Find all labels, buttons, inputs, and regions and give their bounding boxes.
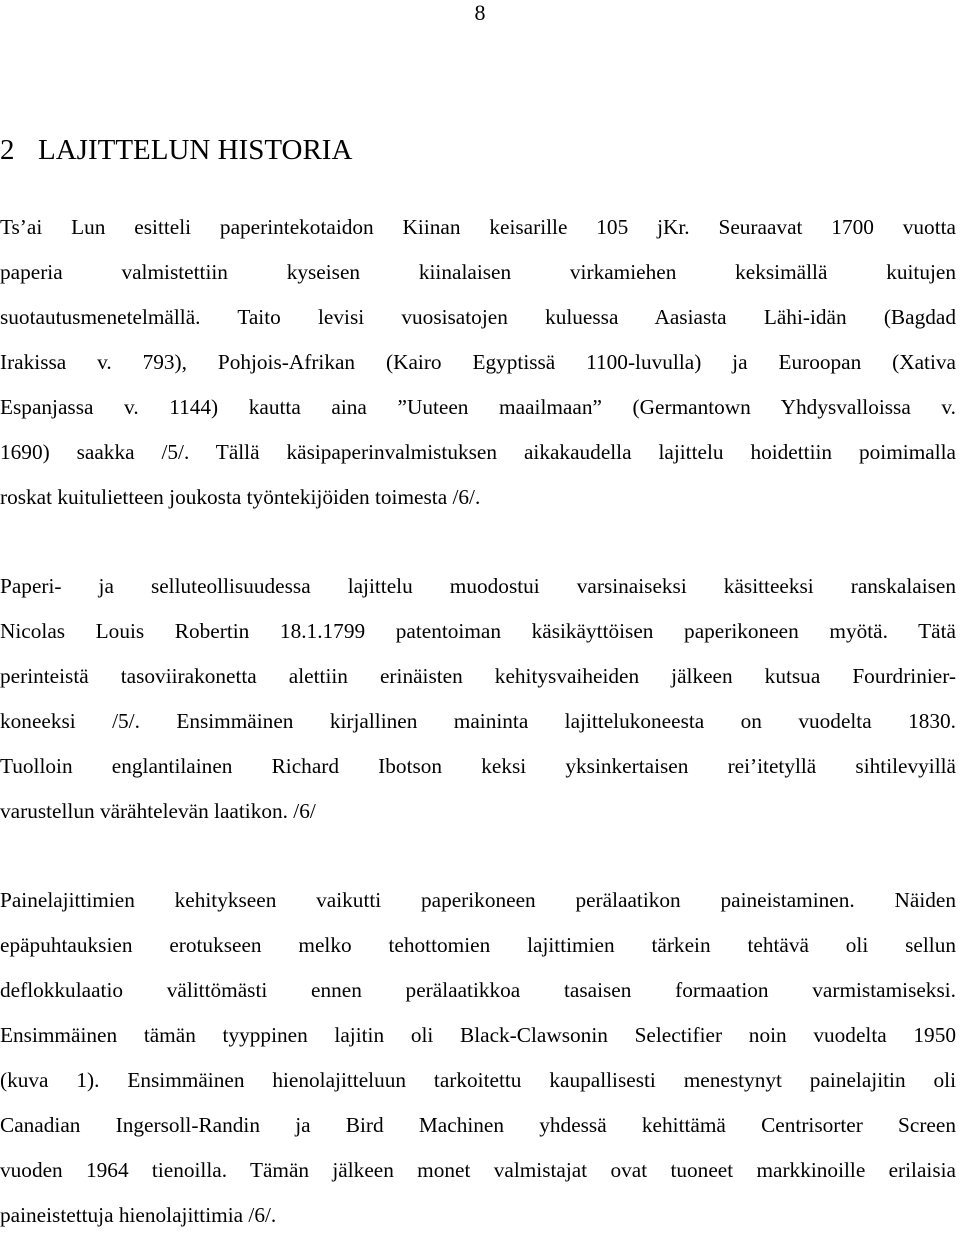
paragraph-screening-origins [0,564,956,834]
paragraph-line: (kuva 1). Ensimmäinen hienolajitteluun tarkoitettu kaupallisesti menestynyt painelajitin oli [0,1068,956,1092]
paragraph-line: vuoden 1964 tienoilla. Tämän jälkeen monet valmistajat ovat tuoneet markkinoille erilaisia [0,1158,956,1182]
paragraph-line: perinteistä tasoviirakonetta alettiin erinäisten kehitysvaiheiden jälkeen kutsua Fourdrinier- [0,664,956,688]
paragraph-line: Paperi- ja selluteollisuudessa lajittelu muodostui varsinaiseksi käsitteeksi ranskalaisen [0,574,956,598]
chapter-heading [0,131,352,169]
paragraph-line: Ts’ai Lun esitteli paperintekotaidon Kiinan keisarille 105 jKr. Seuraavat 1700 vuotta [0,215,956,239]
paragraph-line: paperia valmistettiin kyseisen kiinalaisen virkamiehen keksimällä kuitujen [0,260,956,284]
paragraph-line: 1690) saakka /5/. Tällä käsipaperinvalmistuksen aikakaudella lajittelu hoidettiin poimimalla [0,440,956,464]
paragraph-line: Nicolas Louis Robertin 18.1.1799 patentoiman käsikäyttöisen paperikoneen myötä. Tätä [0,619,956,643]
chapter-number: 2 [0,134,15,166]
paragraph-papermaking-history [0,205,956,520]
paragraph-line: Ensimmäinen tämän tyyppinen lajitin oli Black-Clawsonin Selectifier noin vuodelta 1950 [0,1023,956,1047]
paragraph-line: roskat kuitulietteen joukosta työntekijöiden toimesta /6/. [0,485,481,509]
paragraph-line: koneeksi /5/. Ensimmäinen kirjallinen maininta lajittelukoneesta on vuodelta 1830. [0,709,956,733]
paragraph-line: epäpuhtauksien erotukseen melko tehottomien lajittimien tärkein tehtävä oli sellun [0,933,956,957]
chapter-title: LAJITTELUN HISTORIA [38,134,353,166]
paragraph-line: Tuolloin englantilainen Richard Ibotson keksi yksinkertaisen rei’itetyllä sihtilevyillä [0,754,956,778]
paragraph-line: Irakissa v. 793), Pohjois-Afrikan (Kairo Egyptissä 1100-luvulla) ja Euroopan (Xativa [0,350,956,374]
paragraph-line: Espanjassa v. 1144) kautta aina ”Uuteen maailmaan” (Germantown Yhdysvalloissa v. [0,395,956,419]
paragraph-line: deflokkulaatio välittömästi ennen perälaatikkoa tasaisen formaation varmistamiseksi. [0,978,956,1002]
paragraph-line: paineistettuja hienolajittimia /6/. [0,1203,277,1227]
paragraph-line: suotautusmenetelmällä. Taito levisi vuosisatojen kuluessa Aasiasta Lähi-idän (Bagdad [0,305,956,329]
paragraph-line: varustellun värähtelevän laatikon. /6/ [0,799,316,823]
page-number: 8 [474,0,486,25]
paragraph-pressure-screens [0,878,956,1238]
paragraph-line: Canadian Ingersoll-Randin ja Bird Machinen yhdessä kehittämä Centrisorter Screen [0,1113,956,1137]
paragraph-line: Painelajittimien kehitykseen vaikutti paperikoneen perälaatikon paineistaminen. Näiden [0,888,956,912]
